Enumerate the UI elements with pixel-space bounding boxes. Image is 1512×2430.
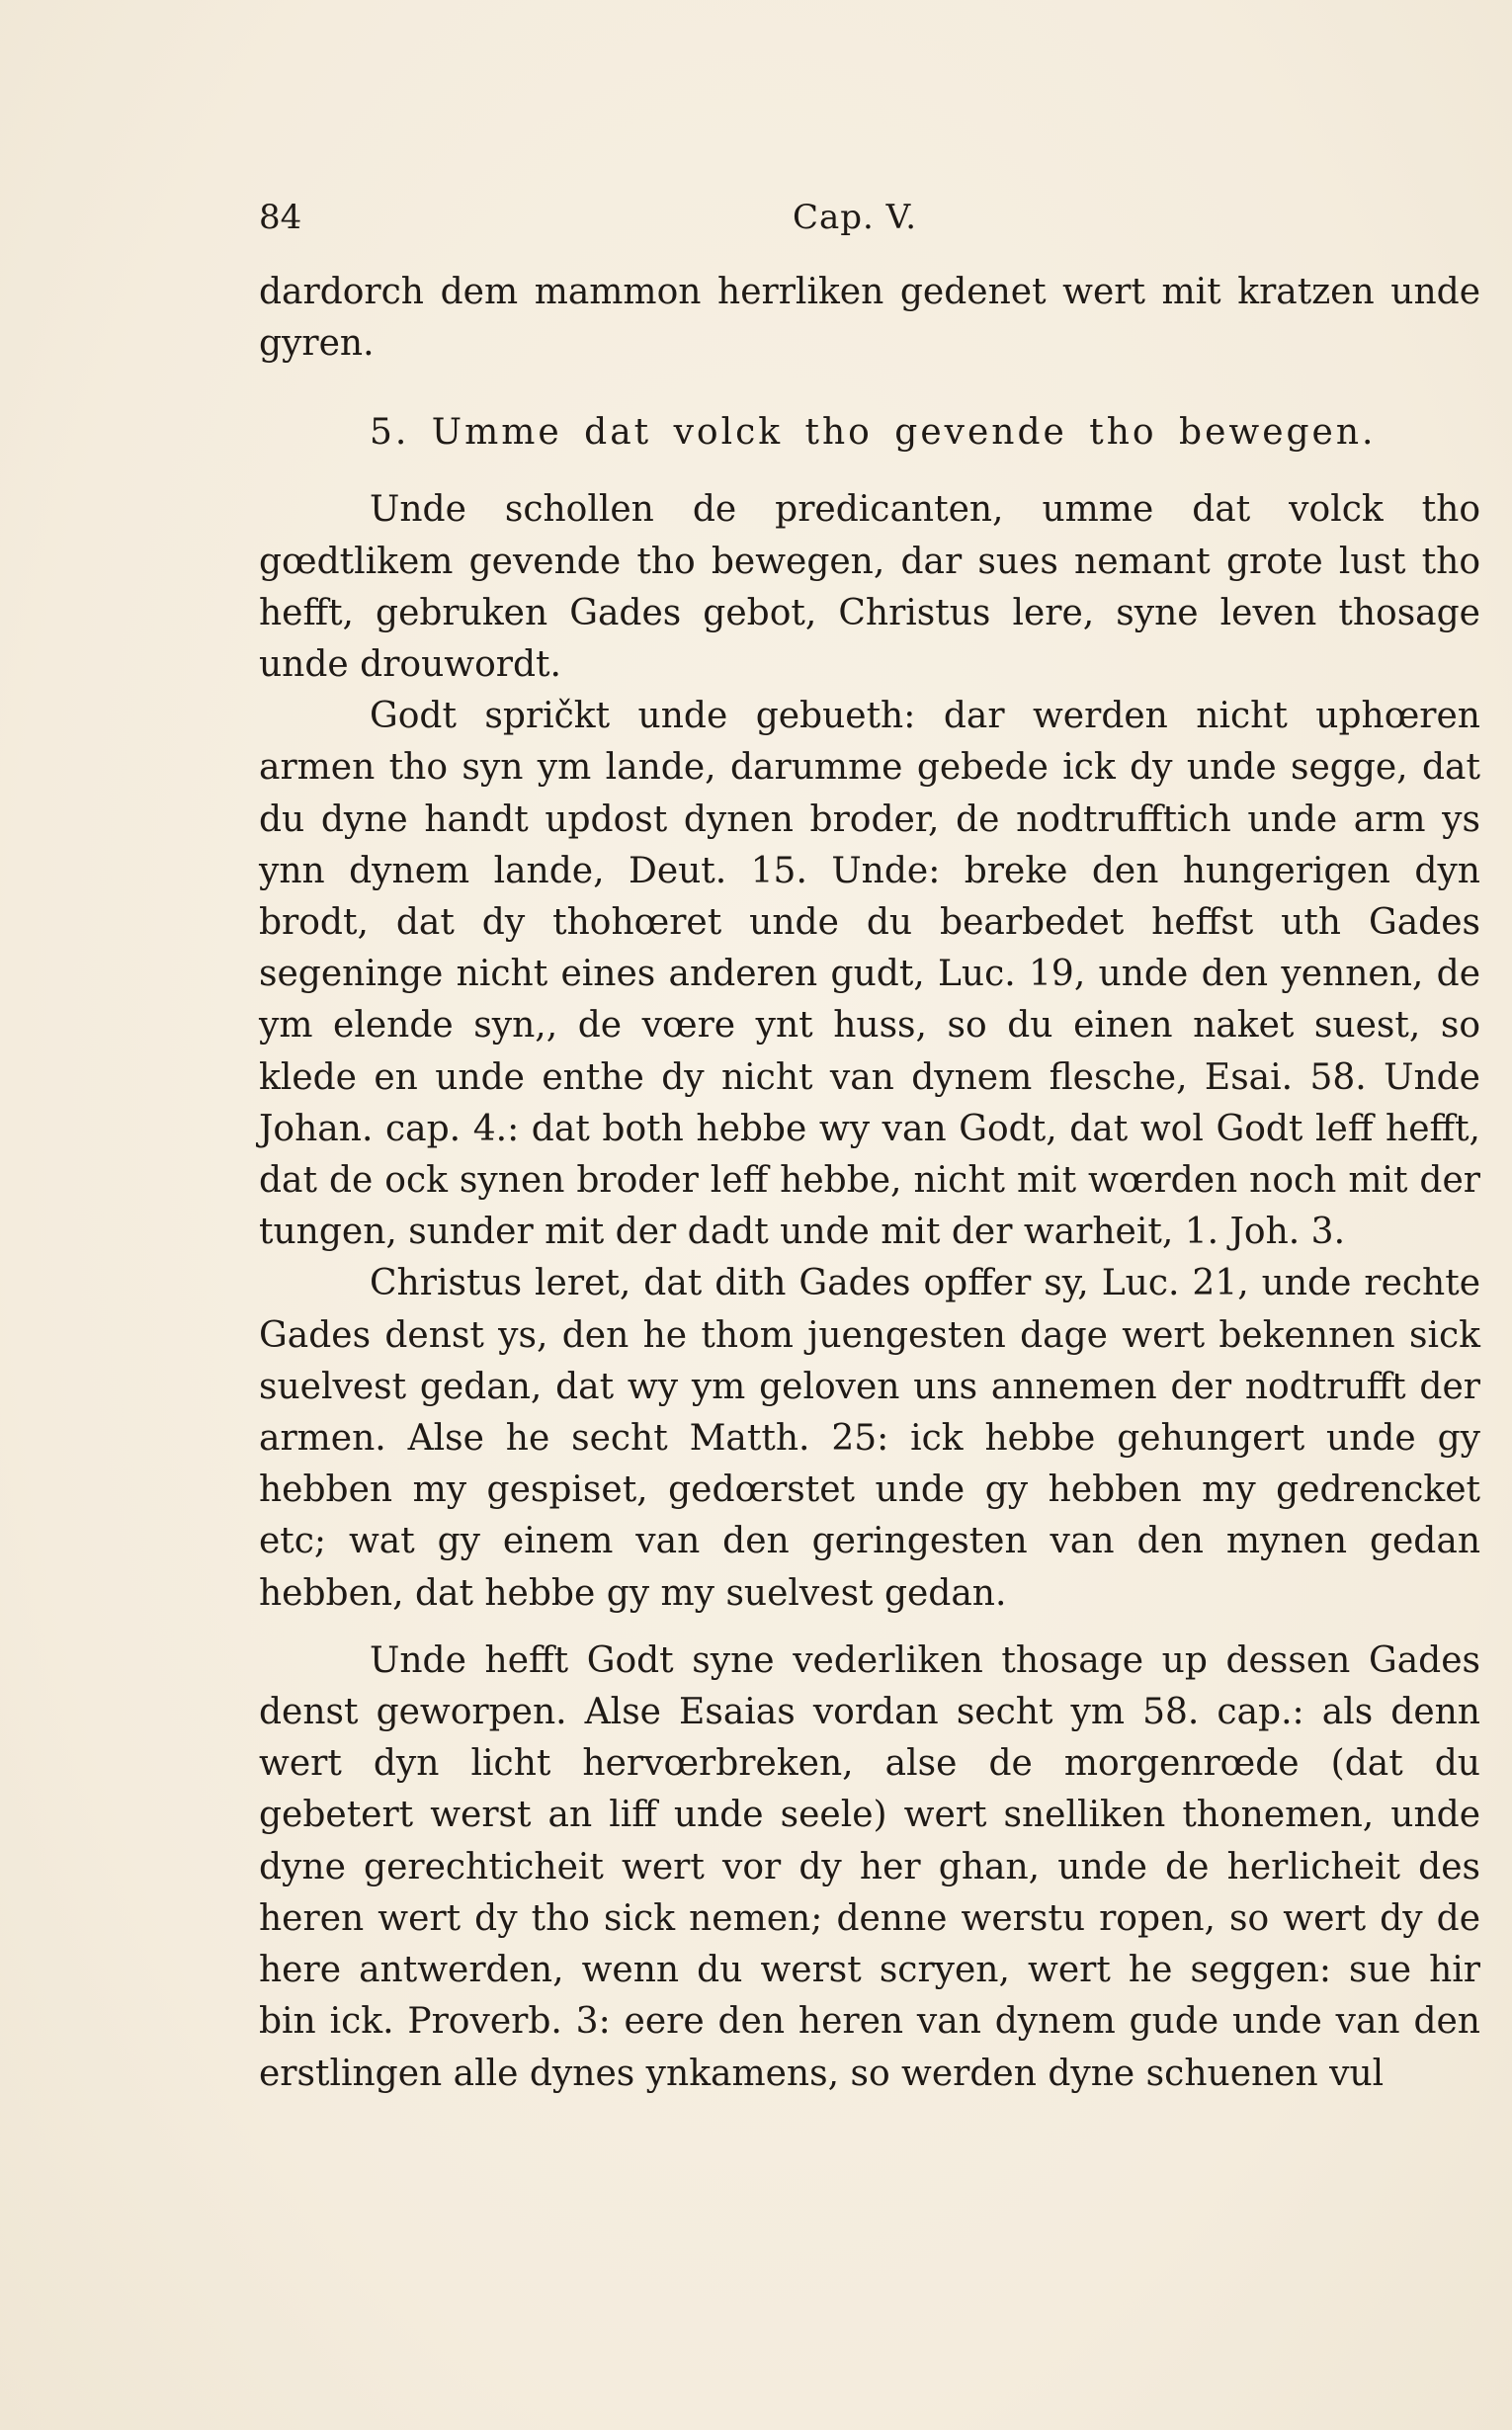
text-block	[259, 188, 1480, 2100]
paragraph-3: Christus leret, dat dith Gades opffer sy, Luc. 21, unde rechte Gades denst ys, den he thom juengesten dage wert bekennen sick suelvest gedan, dat wy ym geloven uns annemen der nodtrufft der armen. Alse he secht Matth. 25: ick hebbe gehungert unde gy hebben my gespiset, gedœrstet unde gy hebben my gedrencket etc; wat gy einem van den geringesten van den mynen gedan hebben, dat hebbe gy my suelvest gedan.	[259, 1263, 1480, 1614]
opening-paragraph: dardorch dem mammon herrliken gedenet wert mit kratzen unde gyren.	[259, 272, 1480, 365]
page-number: 84	[259, 198, 302, 237]
paragraph-1: Unde schollen de predicanten, umme dat volck tho gœdtlikem gevende tho bewegen, dar sues nemant grote lust tho hefft, gebruken Gades gebot, Christus lere, syne leven thosage unde drouwordt.	[259, 489, 1480, 686]
paragraph-4: Unde hefft Godt syne vederliken thosage up dessen Gades denst geworpen. Alse Esaias vordan secht ym 58. cap.: als denn wert dyn licht hervœrbreken, alse de morgenrœde (dat du gebetert werst an liff unde seele) wert snelliken thonemen, unde dyne gerechticheit wert vor dy her ghan, unde de herlicheit des heren wert dy tho sick nemen; denne werstu ropen, so wert dy de here antwerden, wenn du werst scryen, wert he seggen: sue hir bin ick. Proverb. 3: eere den heren van dynem gude unde van den erstlingen alle dynes ynkamens, so werden dyne schuenen vul	[259, 1639, 1480, 2094]
paragraph-gap	[259, 1620, 1480, 1635]
chapter-title: Cap. V.	[793, 198, 918, 237]
section-heading: 5. Umme dat volck tho gevende tho bewegen.	[370, 412, 1377, 454]
paragraph-2: Godt spričkt unde gebueth: dar werden nicht uphœren armen tho syn ym lande, darumme gebede ick dy unde segge, dat du dyne handt updost dynen broder, de nodtrufftich unde arm ys ynn dynem lande, Deut. 15. Unde: breke den hungerigen dyn brodt, dat dy thohœret unde du bearbedet heffst uth Gades segeninge nicht eines anderen gudt, Luc. 19, unde den yennen, de ym elende syn,, de vœre ynt huss, so du einen naket suest, so klede en unde enthe dy nicht van dynem flesche, Esai. 58. Unde Johan. cap. 4.: dat both hebbe wy van Godt, dat wol Godt leff hefft, dat de ock synen broder leff hebbe, nicht mit wœrden noch mit der tungen, sunder mit der dadt unde mit der warheit, 1. Joh. 3.	[259, 696, 1480, 1253]
running-head	[259, 198, 1480, 257]
